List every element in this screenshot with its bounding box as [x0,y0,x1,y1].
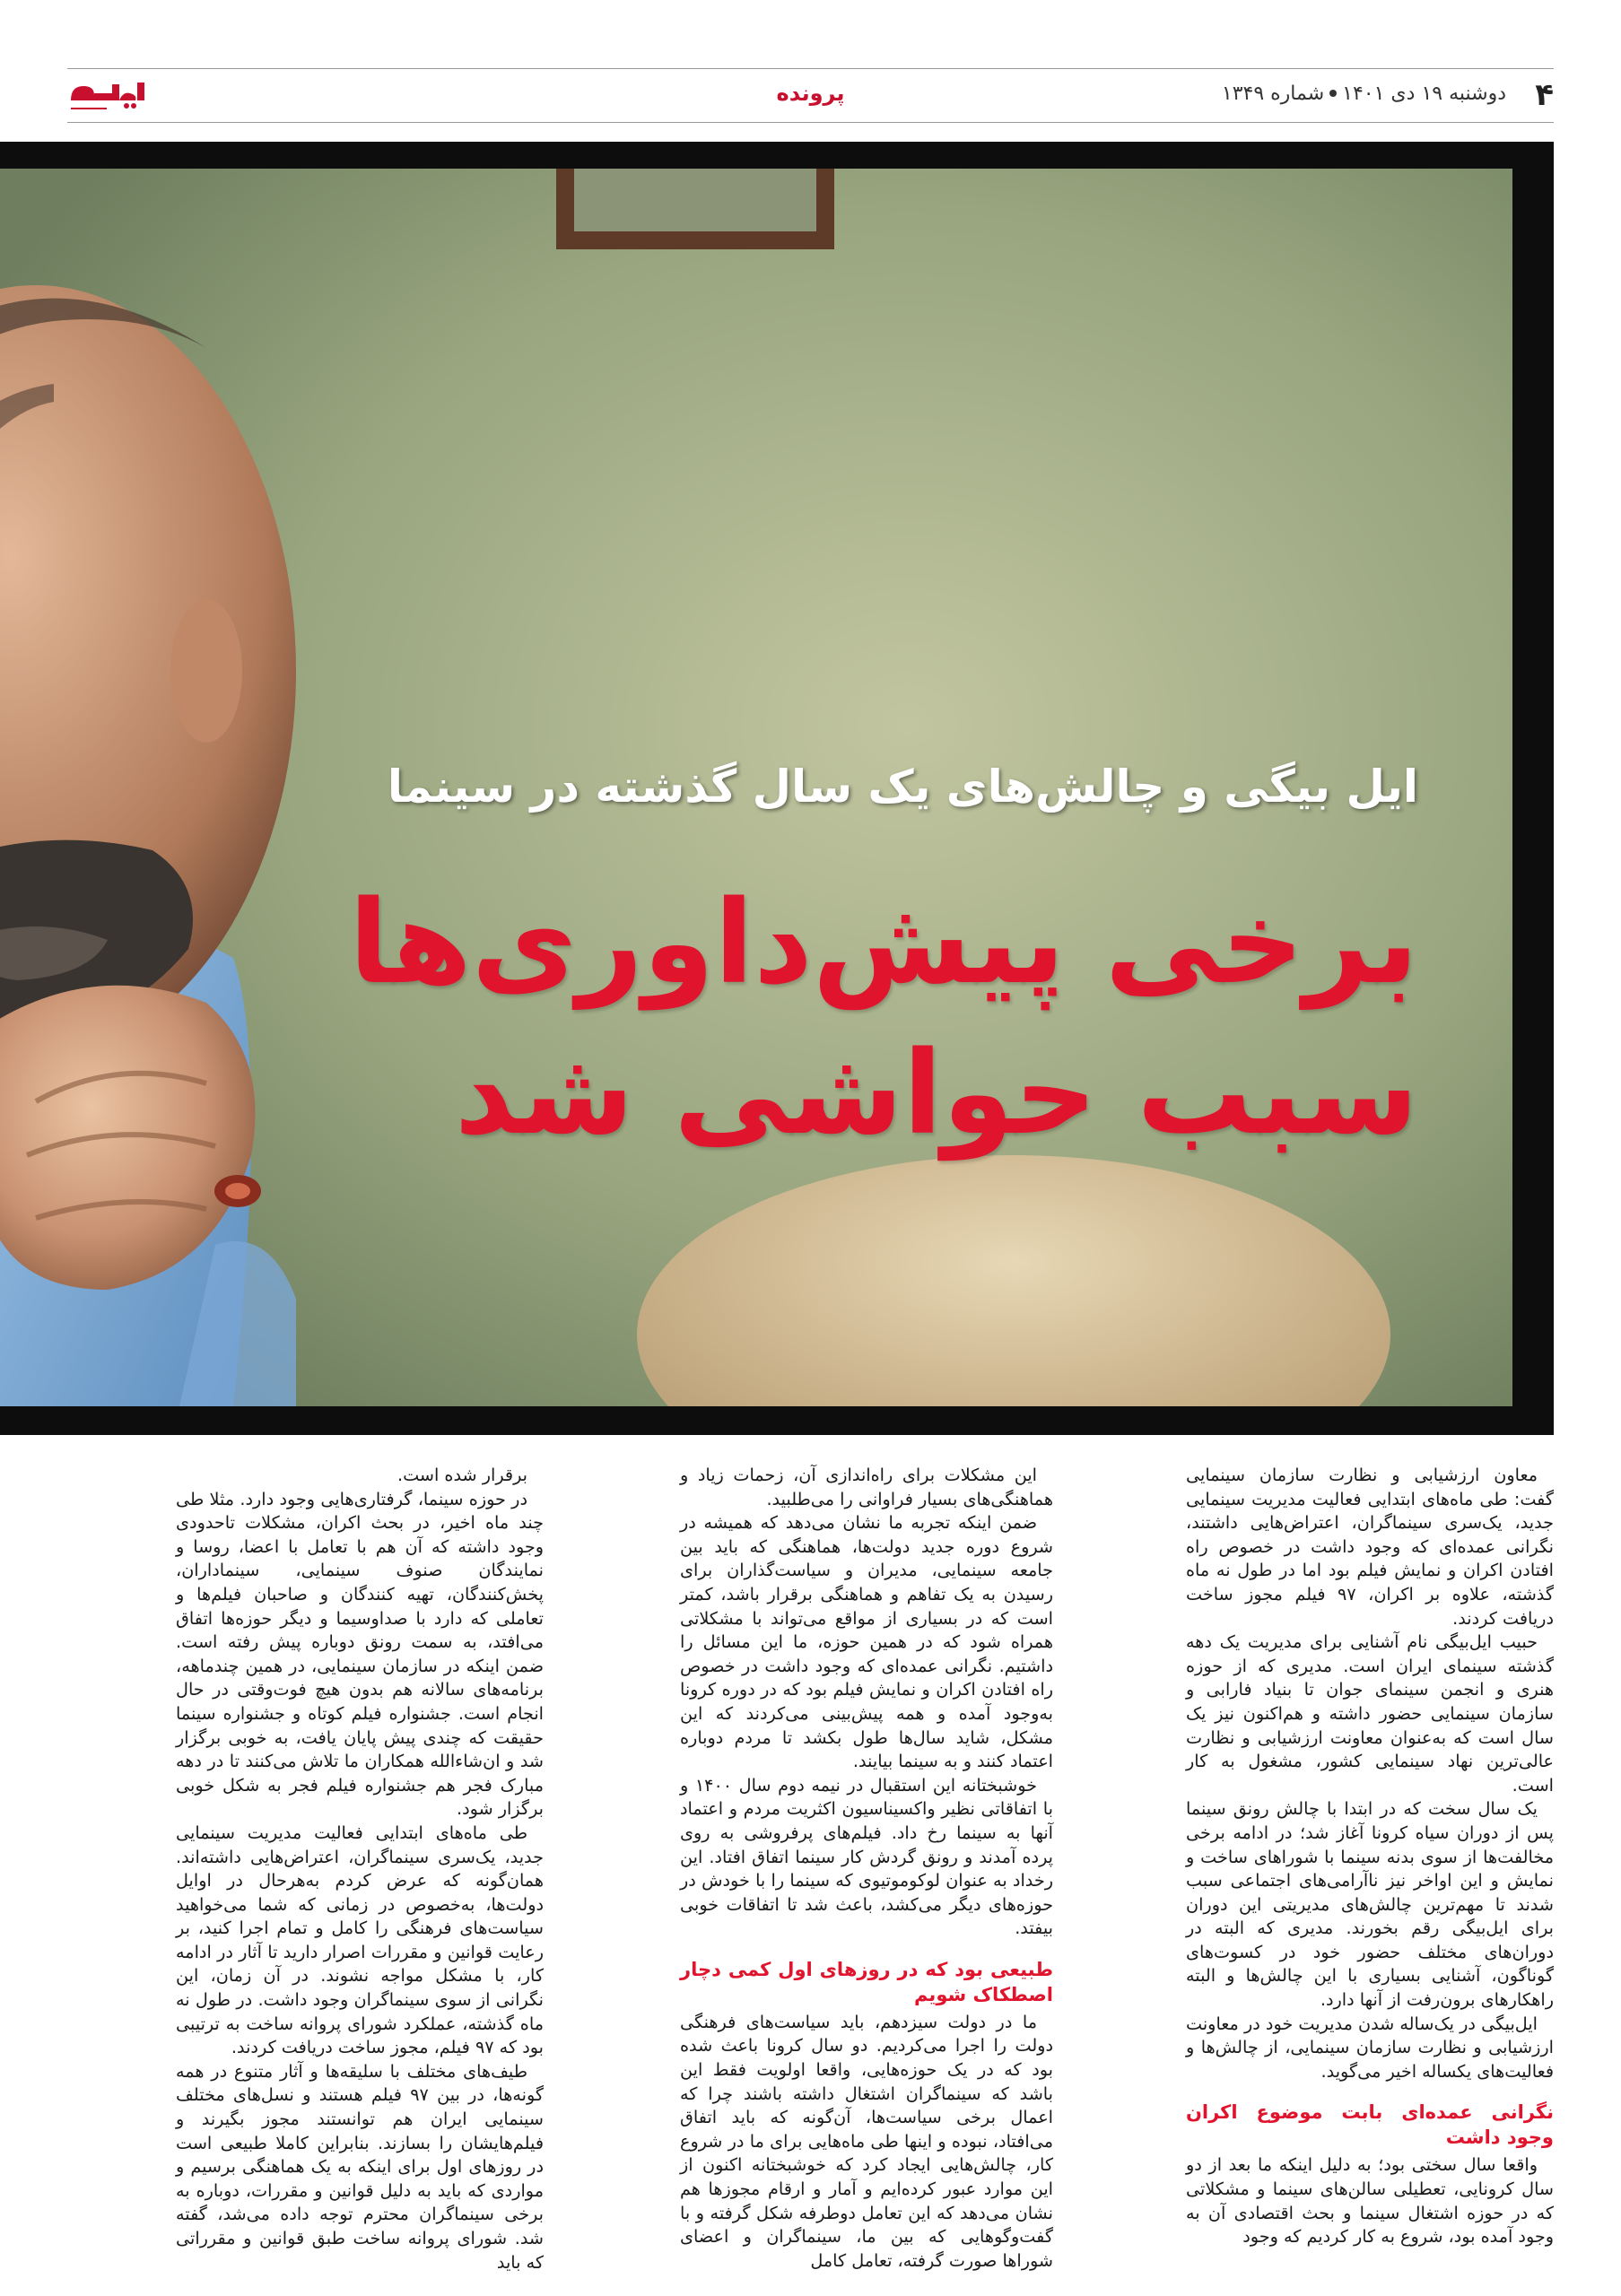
headline-line-1: برخی پیش‌داوری‌ها [348,876,1418,1010]
column-3 [176,1464,544,2274]
paragraph: واقعا سال سختی بود؛ به دلیل اینکه ما بعد از دو سال کرونایی، تعطیلی سالن‌های سینما و مشکلاتی که در حوزه اشتغال سینما و بحث اقتصادی آن به وجود آمده بود، شروع به کار کردیم که وجود [1186,2154,1554,2248]
section-title: پرونده [776,81,845,106]
article-headline [349,868,1418,1170]
paragraph: معاون ارزشیابی و نظارت سازمان سینمایی گفت: طی ماه‌های ابتدایی فعالیت مدیریت سینمایی جدید، یک‌سری سینماگران، اعتراض‌هایی داشتند، نگرانی عمده‌ای که وجود داشت در خصوص راه افتادن اکران و نمایش فیلم بود اما در طول نه ماه گذشته، علاوه بر اکران، ۹۷ فیلم مجوز ساخت دریافت کردند. [1186,1465,1554,1629]
article-kicker: ایل بیگی و چالش‌های یک سال گذشته در سینما [387,761,1418,813]
paragraph: طی ماه‌های ابتدایی فعالیت مدیریت سینمایی جدید، یک‌سری سینماگران، اعتراض‌هایی داشته‌اند. همان‌گونه که عرض کردم به‌هرحال در اوایل دولت‌ها، به‌خصوص در زمانی که شما می‌خواهید سیاست‌های فرهنگی را کامل و تمام اجرا کنید، بر رعایت قوانین و مقررات اصرار دارید تا آثار در ادامه کار، با مشکل مواجه نشوند. در آن زمان، این نگرانی از سوی سینماگران وجود داشت. در طول نه ماه گذشته، عملکرد شورای پروانه ساخت به ترتیبی بود که ۹۷ فیلم، مجوز ساخت دریافت کردند. [176,1822,544,2058]
issue-number: شماره ۱۳۴۹ [1221,83,1325,105]
paragraph: در حوزه سینما، گرفتاری‌هایی وجود دارد. مثلا طی چند ماه اخیر، در بحث اکران، مشکلات تاحدودی وجود داشته که آن هم با تعامل با اعضا، روسا و نمایندگان صنوف سینمایی، سینماداران، پخش‌کنندگان، تهیه کنندگان و صاحبان فیلم‌ها و تعاملی که دارد با صداوسیما و دیگر حوزه‌ها اتفاق می‌افتد، به سمت رونق دوباره پیش رفته است. ضمن اینکه در سازمان سینمایی، در همین چندماهه، برنامه‌های سالانه هم بدون هیچ فوت‌وقتی در حال انجام است. جشنواره فیلم کوتاه و جشنواره سینما حقیقت که چندی پیش پایان یافت، به خوبی برگزار شد و ان‌شاءالله همکاران ما تلاش می‌کنند تا در دهه مبارک فجر هم جشنواره فیلم فجر به شکل خوبی برگزار شود. [176,1488,544,1820]
column-2 [680,1464,1053,2273]
paragraph: حبیب ایل‌بیگی نام آشنایی برای مدیریت یک دهه گذشته سینمای ایران است. مدیری که از حوزه هنری و انجمن سینمای جوان تا بنیاد فارابی و سازمان سینمایی حضور داشته و هم‌اکنون نیز یک سال است که به‌عنوان معاونت ارزشیابی و نظارت عالی‌ترین نهاد سینمایی کشور، مشغول به کار است. [1186,1631,1554,1796]
column-1 [1186,1464,1554,2249]
header-rule-bottom [67,122,1554,123]
paragraph: طیف‌های مختلف با سلیقه‌ها و آثار متنوع در همه گونه‌ها، در بین ۹۷ فیلم هستند و نسل‌های مختلف سینمایی ایران هم توانستند مجوز بگیرند و فیلم‌هایشان را بسازند. بنابراین کاملا طبیعی است در روزهای اول برای اینکه به یک هماهنگی برسیم و مواردی که باید به دلیل قوانین و مقررات، دوباره به برخی سینماگران محترم توجه داده می‌شد، گفته شد. شورای پروانه ساخت طبق قوانین و مقرراتی که باید [176,2060,544,2273]
paragraph: ایل‌بیگی در یک‌ساله شدن مدیریت خود در معاونت ارزشیابی و نظارت سازمان سینمایی، از چالش‌ها و فعالیت‌های یکساله اخیر می‌گوید. [1186,2013,1554,2082]
paragraph: ما در دولت سیزدهم، باید سیاست‌های فرهنگی دولت را اجرا می‌کردیم. دو سال کرونا باعث شده بود که در یک حوزه‌هایی، واقعا اولویت فقط این باشد که سینماگران اشتغال داشته باشند چرا که اعمال برخی سیاست‌ها، آن‌گونه که باید اتفاق می‌افتاد، نبوده و اینها طی ماه‌هایی برای ما در شروع کار، چالش‌هایی ایجاد کرد که خوشبختانه اکنون از این موارد عبور کرده‌ایم و آمار و ارقام مجوزها هم نشان می‌دهد که این تعامل دوطرفه شکل گرفته و با گفت‌وگوهایی که بین ما، سینماگران و اعضای شوراها صورت گرفته، تعامل کامل [680,2011,1053,2271]
subheading: نگرانی عمده‌ای بابت موضوع اکران وجود داشت [1186,2101,1554,2149]
headline-line-2: سبب حواشی شد [454,1027,1418,1161]
paragraph: ضمن اینکه تجربه ما نشان می‌دهد که همیشه در شروع دوره جدید دولت‌ها، هماهنگی که باید بین جامعه سینمایی، مدیران و سیاست‌گذاران برای رسیدن به یک تفاهم و هماهنگی برقرار باشد، کمتر است که در بسیاری از مواقع می‌تواند با مشکلاتی همراه شود که در همین حوزه، ما این مسائل را داشتیم. نگرانی عمده‌ای که وجود داشت در خصوص راه افتادن اکران و نمایش فیلم بود که در دوره کرونا به‌وجود آمده و همه پیش‌بینی می‌کردند که این مشکل، شاید سال‌ها طول بکشد تا مردم دوباره اعتماد کنند و به سینما بیایند. [680,1512,1053,1772]
paragraph: خوشبختانه این استقبال در نیمه دوم سال ۱۴۰۰ و با اتفاقاتی نظیر واکسیناسیون اکثریت مردم و اعتماد آنها به سینما رخ داد. فیلم‌های پرفروشی به روی پرده آمدند و رونق گردش کار سینما اتفاق افتاد. این رخداد به عنوان لوکوموتیوی که سینما را با خودش در حوزه‌های دیگر می‌کشد، باعث شد تا اتفاقات خوبی بیفتد. [680,1774,1053,1939]
issue-date: دوشنبه ۱۹ دی ۱۴۰۱ [1342,83,1506,105]
hero-photo [0,169,1512,1406]
subheading: طبیعی بود که در روزهای اول کمی دچار اصطکاک شویم [680,1958,1053,2005]
header-rule-top [67,68,1554,69]
paragraph: برقرار شده است. [397,1465,527,1485]
newspaper-logo [67,74,150,113]
paragraph: یک سال سخت که در ابتدا با چالش رونق سینما پس از دوران سیاه کرونا آغاز شد؛ در ادامه برخی مخالفت‌ها از سوی بدنه سینما با شوراهای ساخت و نمایش و این اواخر نیز ناآرامی‌های اجتماعی سبب شدند تا مهم‌ترین چالش‌های مدیریتی این دوران برای ایل‌بیگی رقم بخورند. مدیری که البته در دوران‌های مختلف حضور خود در کسوت‌های گوناگون، آشنایی بسیاری با این چالش‌ها و البته راهکارهای برون‌رفت از آنها دارد. [1186,1798,1554,2011]
page-number: ۴ [1535,77,1554,113]
paragraph: این مشکلات برای راه‌اندازی آن، زحمات زیاد و هماهنگی‌های بسیار فراوانی را می‌طلبید. [680,1465,1053,1509]
hero-image-frame [0,142,1554,1435]
